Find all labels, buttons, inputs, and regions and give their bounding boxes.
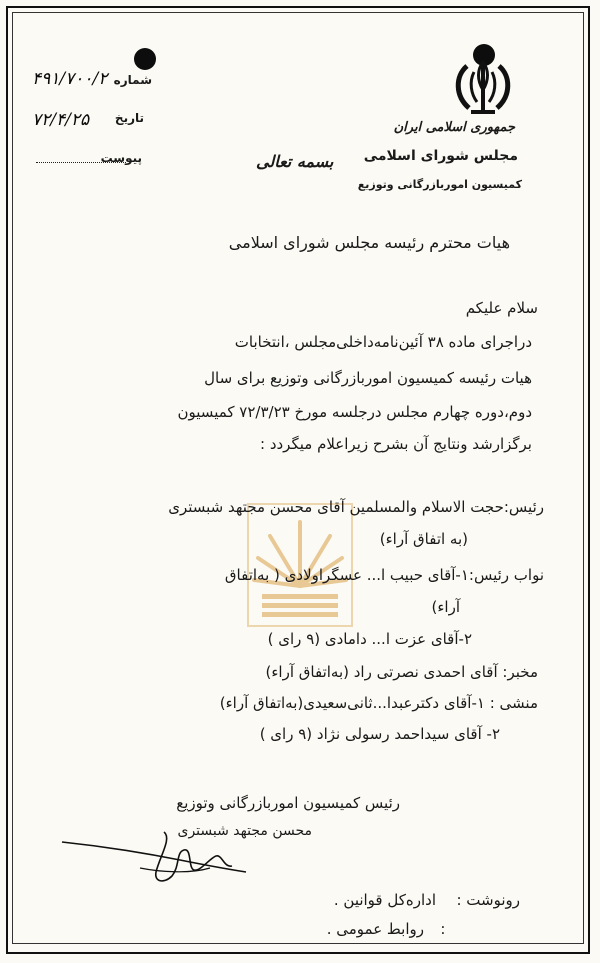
bismillah: بسمه تعالی: [256, 152, 334, 171]
attachment-label: پیوست: [100, 151, 142, 165]
iran-emblem-icon: [447, 56, 519, 118]
number-label: شماره: [113, 73, 152, 87]
result-line: ۲- آقای سیداحمد رسولی نژاد (۹ رای ): [259, 725, 500, 743]
copy-recipient: اداره‌کل قوانین .: [333, 891, 436, 909]
closing-name: محسن مجتهد شبستری: [177, 823, 312, 839]
signature: [60, 828, 250, 888]
result-line: منشی : ۱-آقای دکترعبدا...ثانی‌سعیدی(به‌اتفاق آراء): [219, 694, 538, 712]
result-line: رئیس:حجت الاسلام والمسلمین آقای محسن مجتهد شبستری: [168, 498, 544, 516]
result-line: (به اتفاق آراء): [379, 530, 468, 548]
result-line: ۲-آقای عزت ا... دامادی (۹ رای ): [267, 630, 472, 648]
paragraph-line: برگزارشد ونتایج آن بشرح زیراعلام میگردد :: [260, 435, 532, 453]
org-line-2: مجلس شورای اسلامی: [363, 148, 518, 164]
org-line-1: جمهوری اسلامی ایران: [393, 120, 515, 135]
date-value: ۷۲/۴/۲۵: [32, 110, 90, 130]
paragraph-line: دوم،دوره چهارم مجلس درجلسه مورخ ۷۲/۳/۲۳ کمیسیون: [177, 403, 532, 421]
result-line: مخبر: آقای احمدی نصرتی راد (به‌اتفاق آراء): [265, 663, 538, 681]
closing-title: رئیس کمیسیون اموربازرگانی وتوزیع: [176, 794, 400, 812]
copies-label: رونوشت :: [456, 891, 520, 909]
paragraph-line: هیات رئیسه کمیسیون اموربازرگانی وتوزیع برای سال: [204, 369, 532, 387]
addressee: هیات محترم رئیسه مجلس شورای اسلامی: [228, 233, 510, 252]
copy-recipient: روابط عمومی .: [326, 920, 424, 938]
watermark-logo-icon: [240, 500, 360, 630]
date-label: تاریخ: [114, 111, 144, 125]
attachment-line: [36, 162, 126, 163]
result-line: نواب رئیس:۱-آقای حبیب ا... عسگراولادی ( به‌اتفاق: [224, 566, 544, 584]
paragraph-line: دراجرای ماده ۳۸ آئین‌نامه‌داخلی‌مجلس ،انتخابات: [234, 333, 532, 351]
org-line-3: کمیسیون اموربازرگانی وتوزیع: [357, 178, 522, 191]
punch-hole-left: [134, 48, 156, 70]
copies-colon: :: [440, 920, 446, 938]
number-value: ۴۹۱/۷۰۰/۲: [32, 69, 108, 89]
greeting: سلام علیکم: [465, 299, 538, 317]
result-line: آراء): [431, 598, 460, 616]
